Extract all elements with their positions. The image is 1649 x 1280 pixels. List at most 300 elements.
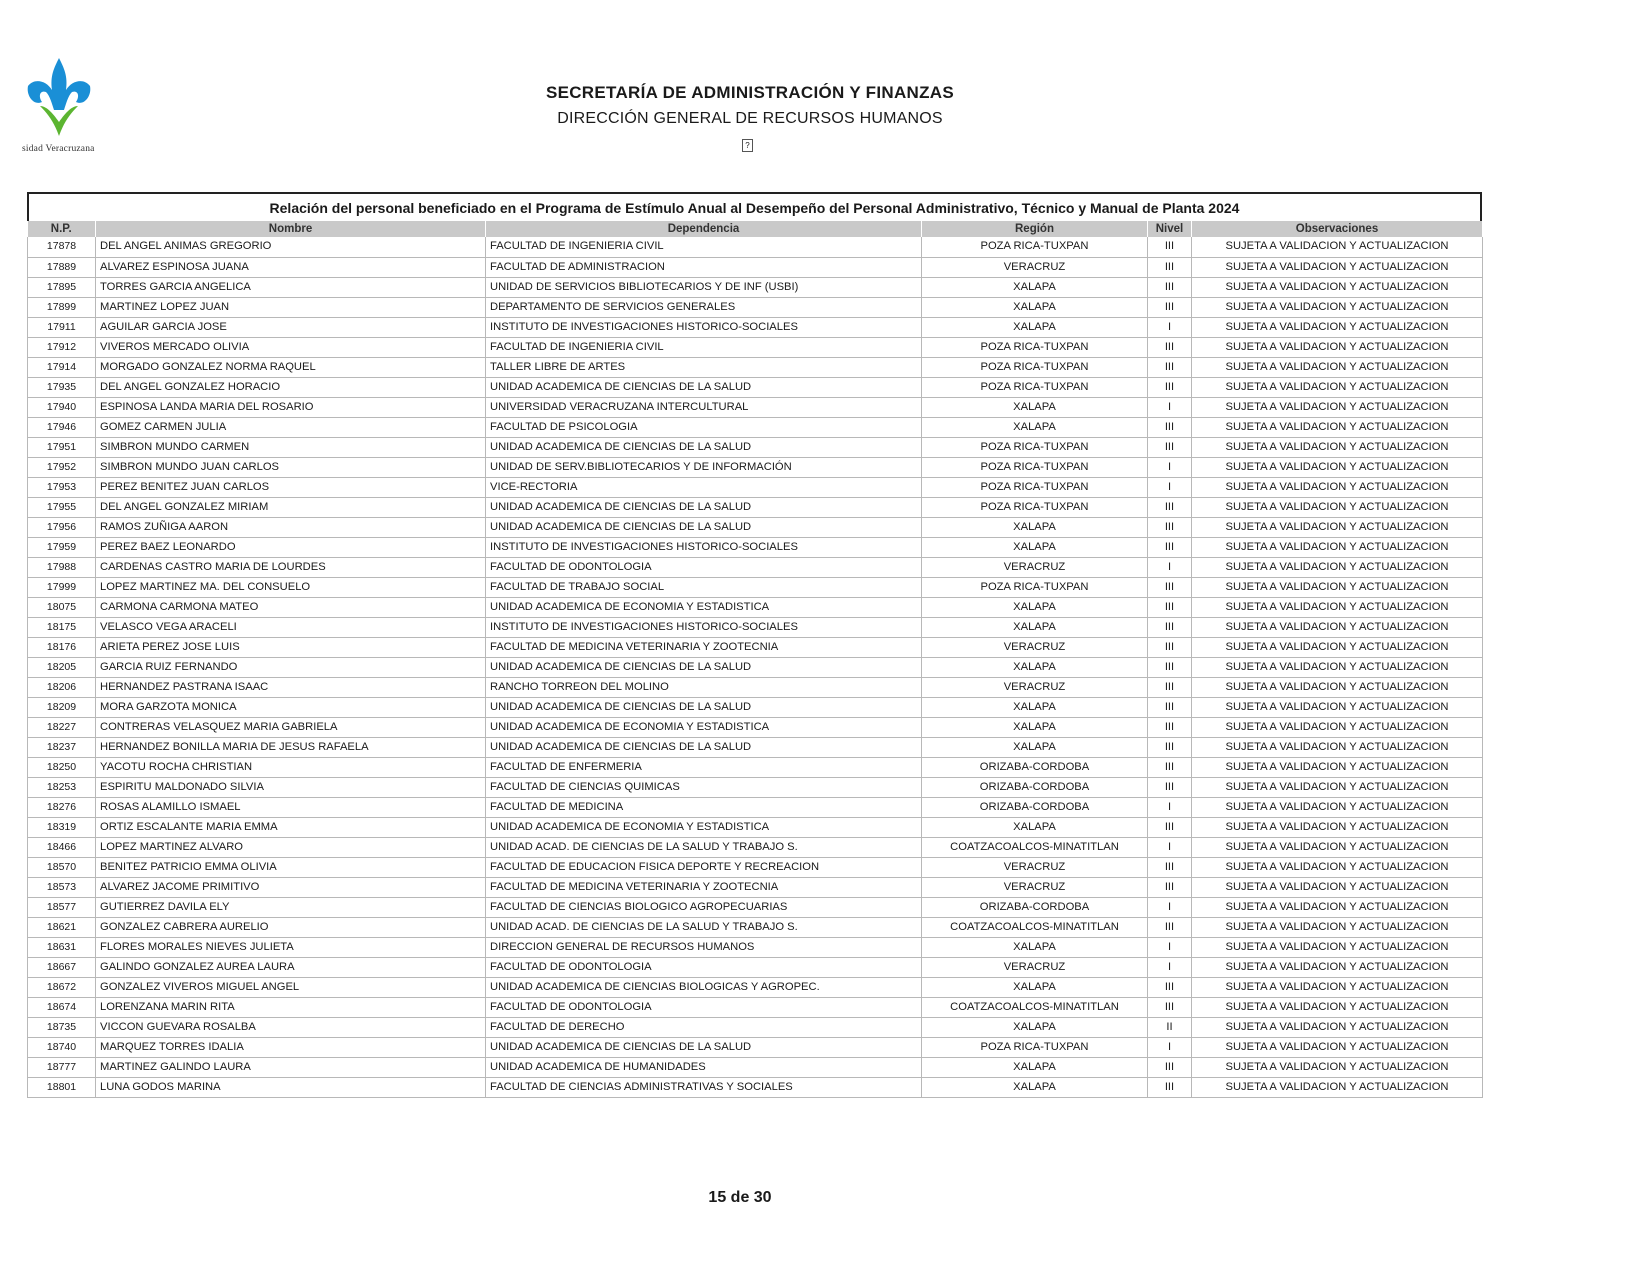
cell-nivel: III <box>1148 757 1192 777</box>
cell-observaciones: SUJETA A VALIDACION Y ACTUALIZACION <box>1192 777 1483 797</box>
cell-nombre: GALINDO GONZALEZ AUREA LAURA <box>96 957 486 977</box>
cell-nombre: ARIETA PEREZ JOSE LUIS <box>96 637 486 657</box>
column-header-nivel: Nivel <box>1148 221 1192 237</box>
cell-region: VERACRUZ <box>922 957 1148 977</box>
cell-nivel: III <box>1148 1077 1192 1097</box>
table-row <box>28 517 1483 537</box>
cell-nombre: ORTIZ ESCALANTE MARIA EMMA <box>96 817 486 837</box>
cell-nombre: HERNANDEZ BONILLA MARIA DE JESUS RAFAELA <box>96 737 486 757</box>
table-row <box>28 797 1483 817</box>
cell-nivel: III <box>1148 277 1192 297</box>
cell-nivel: III <box>1148 857 1192 877</box>
cell-region: VERACRUZ <box>922 637 1148 657</box>
cell-region: XALAPA <box>922 937 1148 957</box>
cell-nivel: I <box>1148 457 1192 477</box>
cell-nivel: I <box>1148 397 1192 417</box>
cell-np: 18777 <box>28 1057 96 1077</box>
cell-np: 17889 <box>28 257 96 277</box>
cell-np: 17955 <box>28 497 96 517</box>
cell-region: XALAPA <box>922 537 1148 557</box>
cell-nombre: GONZALEZ VIVEROS MIGUEL ANGEL <box>96 977 486 997</box>
cell-nivel: III <box>1148 877 1192 897</box>
cell-observaciones: SUJETA A VALIDACION Y ACTUALIZACION <box>1192 437 1483 457</box>
cell-nivel: III <box>1148 297 1192 317</box>
cell-region: POZA RICA-TUXPAN <box>922 377 1148 397</box>
cell-np: 18674 <box>28 997 96 1017</box>
cell-np: 17952 <box>28 457 96 477</box>
cell-region: POZA RICA-TUXPAN <box>922 1037 1148 1057</box>
cell-region: XALAPA <box>922 317 1148 337</box>
cell-nombre: TORRES GARCIA ANGELICA <box>96 277 486 297</box>
cell-np: 18205 <box>28 657 96 677</box>
cell-region: POZA RICA-TUXPAN <box>922 357 1148 377</box>
cell-nombre: MORA GARZOTA MONICA <box>96 697 486 717</box>
cell-dependencia: UNIDAD ACADEMICA DE ECONOMIA Y ESTADISTICA <box>486 597 922 617</box>
cell-dependencia: UNIDAD ACADEMICA DE CIENCIAS DE LA SALUD <box>486 657 922 677</box>
cell-dependencia: DEPARTAMENTO DE SERVICIOS GENERALES <box>486 297 922 317</box>
cell-np: 18672 <box>28 977 96 997</box>
cell-np: 17988 <box>28 557 96 577</box>
table-row <box>28 677 1483 697</box>
cell-observaciones: SUJETA A VALIDACION Y ACTUALIZACION <box>1192 997 1483 1017</box>
cell-dependencia: FACULTAD DE INGENIERIA CIVIL <box>486 237 922 257</box>
cell-np: 17895 <box>28 277 96 297</box>
cell-region: XALAPA <box>922 717 1148 737</box>
cell-nombre: DEL ANGEL GONZALEZ MIRIAM <box>96 497 486 517</box>
cell-nivel: I <box>1148 837 1192 857</box>
cell-observaciones: SUJETA A VALIDACION Y ACTUALIZACION <box>1192 717 1483 737</box>
cell-dependencia: FACULTAD DE MEDICINA <box>486 797 922 817</box>
table-header-row <box>28 221 1483 237</box>
table-row <box>28 417 1483 437</box>
cell-nombre: YACOTU ROCHA CHRISTIAN <box>96 757 486 777</box>
cell-np: 17914 <box>28 357 96 377</box>
cell-nombre: CONTRERAS VELASQUEZ MARIA GABRIELA <box>96 717 486 737</box>
cell-region: COATZACOALCOS-MINATITLAN <box>922 917 1148 937</box>
cell-dependencia: DIRECCION GENERAL DE RECURSOS HUMANOS <box>486 937 922 957</box>
cell-region: XALAPA <box>922 1017 1148 1037</box>
cell-dependencia: RANCHO TORREON DEL MOLINO <box>486 677 922 697</box>
cell-nivel: III <box>1148 437 1192 457</box>
cell-nombre: BENITEZ PATRICIO EMMA OLIVIA <box>96 857 486 877</box>
cell-observaciones: SUJETA A VALIDACION Y ACTUALIZACION <box>1192 737 1483 757</box>
cell-dependencia: FACULTAD DE DERECHO <box>486 1017 922 1037</box>
cell-nombre: ESPIRITU MALDONADO SILVIA <box>96 777 486 797</box>
university-logo <box>22 56 122 156</box>
table-row <box>28 757 1483 777</box>
table-row <box>28 877 1483 897</box>
cell-nombre: GUTIERREZ DAVILA ELY <box>96 897 486 917</box>
cell-dependencia: UNIDAD ACAD. DE CIENCIAS DE LA SALUD Y TRABAJO S. <box>486 917 922 937</box>
cell-nivel: III <box>1148 677 1192 697</box>
cell-nivel: III <box>1148 917 1192 937</box>
cell-region: VERACRUZ <box>922 857 1148 877</box>
cell-dependencia: UNIDAD ACADEMICA DE CIENCIAS DE LA SALUD <box>486 697 922 717</box>
table-row <box>28 717 1483 737</box>
table-row <box>28 497 1483 517</box>
column-header-np: N.P. <box>28 221 96 237</box>
cell-nivel: III <box>1148 497 1192 517</box>
table-row <box>28 817 1483 837</box>
cell-np: 18075 <box>28 597 96 617</box>
table-row <box>28 1057 1483 1077</box>
cell-observaciones: SUJETA A VALIDACION Y ACTUALIZACION <box>1192 897 1483 917</box>
cell-nombre: MARTINEZ GALINDO LAURA <box>96 1057 486 1077</box>
cell-region: COATZACOALCOS-MINATITLAN <box>922 997 1148 1017</box>
cell-nombre: DEL ANGEL GONZALEZ HORACIO <box>96 377 486 397</box>
cell-observaciones: SUJETA A VALIDACION Y ACTUALIZACION <box>1192 477 1483 497</box>
table-row <box>28 1077 1483 1097</box>
cell-nombre: VIVEROS MERCADO OLIVIA <box>96 337 486 357</box>
cell-region: POZA RICA-TUXPAN <box>922 577 1148 597</box>
cell-np: 18621 <box>28 917 96 937</box>
cell-dependencia: UNIDAD ACADEMICA DE CIENCIAS DE LA SALUD <box>486 517 922 537</box>
cell-observaciones: SUJETA A VALIDACION Y ACTUALIZACION <box>1192 497 1483 517</box>
cell-region: VERACRUZ <box>922 877 1148 897</box>
cell-nombre: PEREZ BENITEZ JUAN CARLOS <box>96 477 486 497</box>
cell-nivel: III <box>1148 637 1192 657</box>
table-row <box>28 297 1483 317</box>
table-row <box>28 777 1483 797</box>
cell-region: XALAPA <box>922 297 1148 317</box>
cell-nombre: SIMBRON MUNDO CARMEN <box>96 437 486 457</box>
cell-dependencia: FACULTAD DE ODONTOLOGIA <box>486 557 922 577</box>
logo-text: sidad Veracruzana <box>22 144 95 154</box>
cell-nivel: III <box>1148 337 1192 357</box>
table-row <box>28 597 1483 617</box>
cell-nombre: DEL ANGEL ANIMAS GREGORIO <box>96 237 486 257</box>
cell-dependencia: FACULTAD DE ODONTOLOGIA <box>486 997 922 1017</box>
cell-region: VERACRUZ <box>922 677 1148 697</box>
cell-dependencia: FACULTAD DE CIENCIAS ADMINISTRATIVAS Y SOCIALES <box>486 1077 922 1097</box>
cell-np: 18573 <box>28 877 96 897</box>
cell-np: 18319 <box>28 817 96 837</box>
cell-nivel: III <box>1148 237 1192 257</box>
cell-nombre: MARQUEZ TORRES IDALIA <box>96 1037 486 1057</box>
cell-nivel: III <box>1148 357 1192 377</box>
cell-region: ORIZABA-CORDOBA <box>922 757 1148 777</box>
cell-np: 17878 <box>28 237 96 257</box>
cell-nombre: HERNANDEZ PASTRANA ISAAC <box>96 677 486 697</box>
cell-nombre: ALVAREZ JACOME PRIMITIVO <box>96 877 486 897</box>
cell-nombre: ROSAS ALAMILLO ISMAEL <box>96 797 486 817</box>
cell-nombre: ESPINOSA LANDA MARIA DEL ROSARIO <box>96 397 486 417</box>
cell-np: 17999 <box>28 577 96 597</box>
table-row <box>28 457 1483 477</box>
cell-region: POZA RICA-TUXPAN <box>922 497 1148 517</box>
cell-observaciones: SUJETA A VALIDACION Y ACTUALIZACION <box>1192 877 1483 897</box>
cell-observaciones: SUJETA A VALIDACION Y ACTUALIZACION <box>1192 457 1483 477</box>
cell-region: XALAPA <box>922 1057 1148 1077</box>
column-header-dependencia: Dependencia <box>486 221 922 237</box>
cell-np: 17951 <box>28 437 96 457</box>
cell-np: 18227 <box>28 717 96 737</box>
cell-nombre: VICCON GUEVARA ROSALBA <box>96 1017 486 1037</box>
page-number: 15 de 30 <box>708 1189 772 1206</box>
cell-observaciones: SUJETA A VALIDACION Y ACTUALIZACION <box>1192 757 1483 777</box>
cell-region: ORIZABA-CORDOBA <box>922 797 1148 817</box>
cell-dependencia: INSTITUTO DE INVESTIGACIONES HISTORICO-SOCIALES <box>486 617 922 637</box>
cell-region: POZA RICA-TUXPAN <box>922 237 1148 257</box>
cell-dependencia: UNIDAD DE SERVICIOS BIBLIOTECARIOS Y DE INF (USBI) <box>486 277 922 297</box>
cell-nombre: FLORES MORALES NIEVES JULIETA <box>96 937 486 957</box>
cell-observaciones: SUJETA A VALIDACION Y ACTUALIZACION <box>1192 917 1483 937</box>
placeholder-mark: ? <box>742 139 753 152</box>
cell-np: 18175 <box>28 617 96 637</box>
cell-nombre: VELASCO VEGA ARACELI <box>96 617 486 637</box>
table-row <box>28 897 1483 917</box>
table-row <box>28 917 1483 937</box>
cell-nivel: III <box>1148 537 1192 557</box>
cell-nivel: II <box>1148 1017 1192 1037</box>
cell-observaciones: SUJETA A VALIDACION Y ACTUALIZACION <box>1192 857 1483 877</box>
cell-dependencia: UNIDAD ACADEMICA DE CIENCIAS DE LA SALUD <box>486 497 922 517</box>
cell-np: 17935 <box>28 377 96 397</box>
cell-region: POZA RICA-TUXPAN <box>922 457 1148 477</box>
cell-nivel: III <box>1148 617 1192 637</box>
cell-nivel: I <box>1148 557 1192 577</box>
table-row <box>28 837 1483 857</box>
cell-region: COATZACOALCOS-MINATITLAN <box>922 837 1148 857</box>
cell-observaciones: SUJETA A VALIDACION Y ACTUALIZACION <box>1192 677 1483 697</box>
table-row <box>28 317 1483 337</box>
cell-observaciones: SUJETA A VALIDACION Y ACTUALIZACION <box>1192 937 1483 957</box>
cell-np: 18253 <box>28 777 96 797</box>
cell-region: POZA RICA-TUXPAN <box>922 437 1148 457</box>
cell-np: 18577 <box>28 897 96 917</box>
cell-np: 17959 <box>28 537 96 557</box>
beneficiaries-table <box>27 221 1483 1098</box>
table-row <box>28 397 1483 417</box>
cell-region: POZA RICA-TUXPAN <box>922 477 1148 497</box>
cell-observaciones: SUJETA A VALIDACION Y ACTUALIZACION <box>1192 317 1483 337</box>
table-row <box>28 577 1483 597</box>
cell-nombre: CARMONA CARMONA MATEO <box>96 597 486 617</box>
cell-region: XALAPA <box>922 697 1148 717</box>
table-row <box>28 337 1483 357</box>
cell-np: 18735 <box>28 1017 96 1037</box>
table-row <box>28 1017 1483 1037</box>
cell-nivel: III <box>1148 777 1192 797</box>
cell-np: 17946 <box>28 417 96 437</box>
cell-nivel: I <box>1148 957 1192 977</box>
cell-np: 18740 <box>28 1037 96 1057</box>
cell-dependencia: INSTITUTO DE INVESTIGACIONES HISTORICO-SOCIALES <box>486 317 922 337</box>
cell-nombre: RAMOS ZUÑIGA AARON <box>96 517 486 537</box>
cell-nivel: III <box>1148 977 1192 997</box>
cell-np: 18466 <box>28 837 96 857</box>
column-header-nombre: Nombre <box>96 221 486 237</box>
cell-dependencia: FACULTAD DE PSICOLOGIA <box>486 417 922 437</box>
cell-observaciones: SUJETA A VALIDACION Y ACTUALIZACION <box>1192 617 1483 637</box>
cell-observaciones: SUJETA A VALIDACION Y ACTUALIZACION <box>1192 1037 1483 1057</box>
table-caption: Relación del personal beneficiado en el Programa de Estímulo Anual al Desempeño del Personal Administrativo, Técnico y Manual de Planta 2024 <box>27 192 1482 221</box>
cell-nivel: III <box>1148 737 1192 757</box>
cell-nivel: III <box>1148 377 1192 397</box>
cell-region: XALAPA <box>922 517 1148 537</box>
table-row <box>28 657 1483 677</box>
cell-np: 18801 <box>28 1077 96 1097</box>
cell-nombre: CARDENAS CASTRO MARIA DE LOURDES <box>96 557 486 577</box>
cell-nivel: III <box>1148 997 1192 1017</box>
table-row <box>28 697 1483 717</box>
cell-nombre: AGUILAR GARCIA JOSE <box>96 317 486 337</box>
cell-nombre: SIMBRON MUNDO JUAN CARLOS <box>96 457 486 477</box>
cell-np: 17940 <box>28 397 96 417</box>
cell-observaciones: SUJETA A VALIDACION Y ACTUALIZACION <box>1192 577 1483 597</box>
table-row <box>28 377 1483 397</box>
cell-nombre: GARCIA RUIZ FERNANDO <box>96 657 486 677</box>
table-row <box>28 957 1483 977</box>
cell-np: 18209 <box>28 697 96 717</box>
cell-nivel: III <box>1148 257 1192 277</box>
cell-dependencia: TALLER LIBRE DE ARTES <box>486 357 922 377</box>
cell-dependencia: FACULTAD DE TRABAJO SOCIAL <box>486 577 922 597</box>
cell-np: 17911 <box>28 317 96 337</box>
cell-region: XALAPA <box>922 417 1148 437</box>
table-row <box>28 997 1483 1017</box>
column-header-observaciones: Observaciones <box>1192 221 1483 237</box>
cell-nivel: III <box>1148 577 1192 597</box>
cell-dependencia: FACULTAD DE ODONTOLOGIA <box>486 957 922 977</box>
cell-dependencia: FACULTAD DE CIENCIAS BIOLOGICO AGROPECUARIAS <box>486 897 922 917</box>
cell-dependencia: UNIDAD ACADEMICA DE CIENCIAS DE LA SALUD <box>486 377 922 397</box>
cell-nivel: I <box>1148 937 1192 957</box>
table-row <box>28 937 1483 957</box>
cell-observaciones: SUJETA A VALIDACION Y ACTUALIZACION <box>1192 637 1483 657</box>
cell-region: XALAPA <box>922 597 1148 617</box>
cell-observaciones: SUJETA A VALIDACION Y ACTUALIZACION <box>1192 1057 1483 1077</box>
cell-dependencia: INSTITUTO DE INVESTIGACIONES HISTORICO-SOCIALES <box>486 537 922 557</box>
cell-observaciones: SUJETA A VALIDACION Y ACTUALIZACION <box>1192 657 1483 677</box>
cell-np: 18631 <box>28 937 96 957</box>
cell-nivel: I <box>1148 477 1192 497</box>
cell-observaciones: SUJETA A VALIDACION Y ACTUALIZACION <box>1192 537 1483 557</box>
cell-observaciones: SUJETA A VALIDACION Y ACTUALIZACION <box>1192 237 1483 257</box>
cell-observaciones: SUJETA A VALIDACION Y ACTUALIZACION <box>1192 837 1483 857</box>
cell-observaciones: SUJETA A VALIDACION Y ACTUALIZACION <box>1192 297 1483 317</box>
cell-np: 18276 <box>28 797 96 817</box>
cell-dependencia: FACULTAD DE MEDICINA VETERINARIA Y ZOOTECNIA <box>486 877 922 897</box>
cell-np: 18667 <box>28 957 96 977</box>
cell-observaciones: SUJETA A VALIDACION Y ACTUALIZACION <box>1192 957 1483 977</box>
cell-nombre: PEREZ BAEZ LEONARDO <box>96 537 486 557</box>
cell-region: POZA RICA-TUXPAN <box>922 337 1148 357</box>
cell-region: XALAPA <box>922 397 1148 417</box>
cell-dependencia: FACULTAD DE INGENIERIA CIVIL <box>486 337 922 357</box>
cell-dependencia: UNIDAD ACAD. DE CIENCIAS DE LA SALUD Y TRABAJO S. <box>486 837 922 857</box>
cell-nombre: LOPEZ MARTINEZ MA. DEL CONSUELO <box>96 577 486 597</box>
cell-nivel: III <box>1148 417 1192 437</box>
cell-region: ORIZABA-CORDOBA <box>922 897 1148 917</box>
cell-dependencia: UNIDAD ACADEMICA DE HUMANIDADES <box>486 1057 922 1077</box>
column-header-region: Región <box>922 221 1148 237</box>
cell-nombre: MARTINEZ LOPEZ JUAN <box>96 297 486 317</box>
table-row <box>28 737 1483 757</box>
cell-observaciones: SUJETA A VALIDACION Y ACTUALIZACION <box>1192 797 1483 817</box>
cell-region: XALAPA <box>922 1077 1148 1097</box>
cell-observaciones: SUJETA A VALIDACION Y ACTUALIZACION <box>1192 337 1483 357</box>
cell-region: VERACRUZ <box>922 557 1148 577</box>
beneficiaries-table-container <box>27 192 1482 1098</box>
cell-nombre: GONZALEZ CABRERA AURELIO <box>96 917 486 937</box>
cell-region: ORIZABA-CORDOBA <box>922 777 1148 797</box>
page-subtitle: DIRECCIÓN GENERAL DE RECURSOS HUMANOS <box>557 110 943 127</box>
cell-np: 18176 <box>28 637 96 657</box>
cell-np: 18250 <box>28 757 96 777</box>
cell-dependencia: UNIDAD ACADEMICA DE ECONOMIA Y ESTADISTICA <box>486 817 922 837</box>
table-row <box>28 277 1483 297</box>
cell-region: XALAPA <box>922 277 1148 297</box>
cell-dependencia: FACULTAD DE ENFERMERIA <box>486 757 922 777</box>
cell-observaciones: SUJETA A VALIDACION Y ACTUALIZACION <box>1192 277 1483 297</box>
table-row <box>28 1037 1483 1057</box>
cell-nivel: III <box>1148 597 1192 617</box>
cell-observaciones: SUJETA A VALIDACION Y ACTUALIZACION <box>1192 1077 1483 1097</box>
cell-observaciones: SUJETA A VALIDACION Y ACTUALIZACION <box>1192 697 1483 717</box>
cell-nombre: ALVAREZ ESPINOSA JUANA <box>96 257 486 277</box>
cell-nivel: III <box>1148 657 1192 677</box>
table-row <box>28 537 1483 557</box>
cell-nombre: GOMEZ CARMEN JULIA <box>96 417 486 437</box>
cell-nivel: I <box>1148 1037 1192 1057</box>
cell-np: 17953 <box>28 477 96 497</box>
cell-observaciones: SUJETA A VALIDACION Y ACTUALIZACION <box>1192 517 1483 537</box>
cell-region: XALAPA <box>922 617 1148 637</box>
cell-observaciones: SUJETA A VALIDACION Y ACTUALIZACION <box>1192 417 1483 437</box>
cell-nombre: LUNA GODOS MARINA <box>96 1077 486 1097</box>
table-row <box>28 237 1483 257</box>
table-row <box>28 357 1483 377</box>
cell-nivel: III <box>1148 1057 1192 1077</box>
cell-dependencia: UNIDAD DE SERV.BIBLIOTECARIOS Y DE INFORMACIÓN <box>486 457 922 477</box>
table-row <box>28 437 1483 457</box>
page-title: SECRETARÍA DE ADMINISTRACIÓN Y FINANZAS <box>545 83 955 102</box>
cell-dependencia: FACULTAD DE EDUCACION FISICA DEPORTE Y RECREACION <box>486 857 922 877</box>
cell-observaciones: SUJETA A VALIDACION Y ACTUALIZACION <box>1192 597 1483 617</box>
cell-dependencia: FACULTAD DE ADMINISTRACION <box>486 257 922 277</box>
table-row <box>28 257 1483 277</box>
table-row <box>28 977 1483 997</box>
cell-observaciones: SUJETA A VALIDACION Y ACTUALIZACION <box>1192 557 1483 577</box>
cell-observaciones: SUJETA A VALIDACION Y ACTUALIZACION <box>1192 977 1483 997</box>
cell-np: 17956 <box>28 517 96 537</box>
cell-region: VERACRUZ <box>922 257 1148 277</box>
table-body <box>28 237 1483 1097</box>
cell-nombre: LOPEZ MARTINEZ ALVARO <box>96 837 486 857</box>
cell-np: 18237 <box>28 737 96 757</box>
cell-dependencia: UNIDAD ACADEMICA DE CIENCIAS DE LA SALUD <box>486 737 922 757</box>
cell-nivel: III <box>1148 697 1192 717</box>
cell-dependencia: FACULTAD DE MEDICINA VETERINARIA Y ZOOTECNIA <box>486 637 922 657</box>
cell-region: XALAPA <box>922 657 1148 677</box>
cell-observaciones: SUJETA A VALIDACION Y ACTUALIZACION <box>1192 377 1483 397</box>
cell-np: 17899 <box>28 297 96 317</box>
cell-nivel: I <box>1148 317 1192 337</box>
cell-dependencia: FACULTAD DE CIENCIAS QUIMICAS <box>486 777 922 797</box>
cell-region: XALAPA <box>922 977 1148 997</box>
cell-region: XALAPA <box>922 817 1148 837</box>
cell-np: 18570 <box>28 857 96 877</box>
cell-nivel: I <box>1148 897 1192 917</box>
cell-nivel: III <box>1148 817 1192 837</box>
cell-observaciones: SUJETA A VALIDACION Y ACTUALIZACION <box>1192 1017 1483 1037</box>
cell-nivel: III <box>1148 517 1192 537</box>
cell-np: 17912 <box>28 337 96 357</box>
cell-observaciones: SUJETA A VALIDACION Y ACTUALIZACION <box>1192 357 1483 377</box>
cell-nombre: LORENZANA MARIN RITA <box>96 997 486 1017</box>
cell-dependencia: UNIDAD ACADEMICA DE CIENCIAS DE LA SALUD <box>486 1037 922 1057</box>
